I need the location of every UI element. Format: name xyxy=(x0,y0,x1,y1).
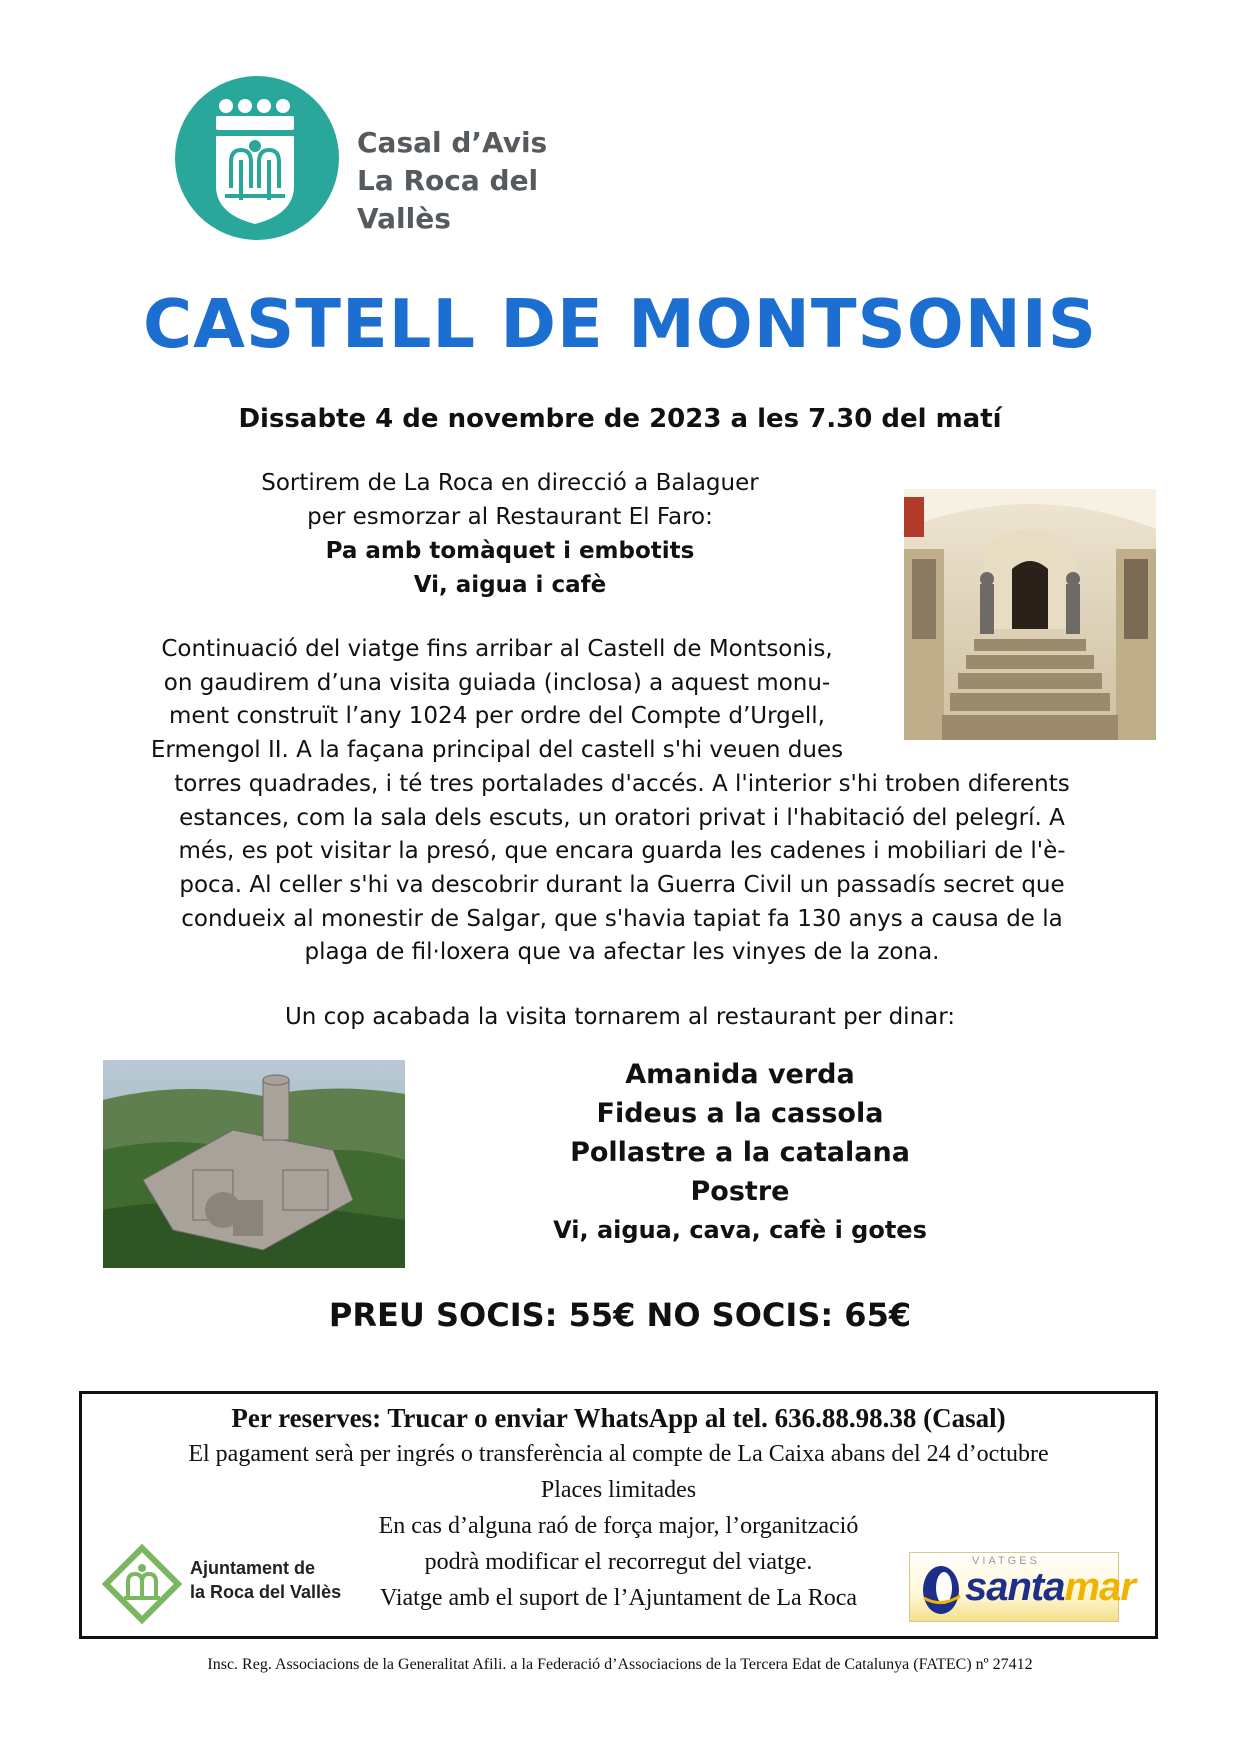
casal-emblem-icon xyxy=(175,76,339,240)
santamar-globe-icon xyxy=(916,1558,966,1618)
description-line: ment construït l’any 1024 per ordre del Compte d’Urgell, xyxy=(168,703,825,730)
notice-line-2: podrà modificar el recorregut del viatge. xyxy=(424,1549,813,1575)
santamar-brand xyxy=(965,1565,1135,1610)
santamar-brand-part-1: santa xyxy=(965,1565,1065,1609)
description-line: torres quadrades, i té tres portalades d'accés. A l'interior s'hi troben diferents xyxy=(174,770,1070,797)
footer-registration: Insc. Reg. Associacions de la Generalitat Afili. a la Federació d’Associacions de la Tercera Edat de Catalunya (FATEC) nº 27412 xyxy=(207,1656,1033,1673)
santamar-logo xyxy=(909,1552,1135,1622)
description-line: on gaudirem d’una visita guiada (inclosa) a aquest monu- xyxy=(163,669,831,696)
santamar-subtitle: VIATGES xyxy=(972,1555,1040,1567)
payment-info: El pagament serà per ingrés o transferència al compte de La Caixa abans del 24 d’octubre xyxy=(188,1441,1049,1467)
ajuntament-logo xyxy=(102,1544,362,1624)
casal-name xyxy=(357,124,635,238)
price-line: PREU SOCIS: 55€ NO SOCIS: 65€ xyxy=(328,1296,912,1334)
description-line: Ermengol II. A la façana principal del castell s'hi veuen dues xyxy=(150,737,844,764)
support-line: Viatge amb el suport de l’Ajuntament de La Roca xyxy=(379,1585,858,1611)
menu-item: Pollastre a la catalana xyxy=(570,1137,910,1168)
menu-item: Amanida verda xyxy=(625,1059,855,1090)
menu-item: Postre xyxy=(690,1176,790,1207)
intro-line-2: per esmorzar al Restaurant El Faro: xyxy=(307,504,713,530)
description-line: estances, com la sala dels escuts, un oratori privat i l'habitació del pelegrí. A xyxy=(179,804,1065,831)
casal-logo xyxy=(175,76,635,244)
breakfast-item-2: Vi, aigua i cafè xyxy=(413,572,607,598)
ajuntament-name-line2: la Roca del Vallès xyxy=(190,1582,342,1602)
breakfast-section xyxy=(190,466,830,602)
reservation-heading: Per reserves: Trucar o enviar WhatsApp al tel. 636.88.98.38 (Casal) xyxy=(231,1403,1006,1433)
places-info: Places limitades xyxy=(540,1477,697,1503)
castle-description xyxy=(126,633,1118,970)
event-date: Dissabte 4 de novembre de 2023 a les 7.30 del matí xyxy=(238,404,1002,434)
lunch-menu xyxy=(520,1055,960,1250)
breakfast-item-1: Pa amb tomàquet i embotits xyxy=(325,538,695,564)
description-line: més, es pot visitar la presó, que encara guarda les cadenes i mobiliari de l'è- xyxy=(178,838,1066,865)
page-title: CASTELL DE MONTSONIS xyxy=(142,285,1098,363)
intro-line-1: Sortirem de La Roca en direcció a Balaguer xyxy=(261,470,759,496)
casal-name-line1: Casal d’Avis xyxy=(357,126,548,159)
castle-aerial-photo xyxy=(103,1060,405,1268)
ajuntament-emblem-icon xyxy=(102,1544,182,1624)
description-line: plaga de fil·loxera que va afectar les vinyes de la zona. xyxy=(304,939,940,966)
notice-line-1: En cas d’alguna raó de força major, l’organització xyxy=(378,1513,859,1539)
santamar-brand-part-2: mar xyxy=(1064,1565,1135,1609)
menu-item: Fideus a la cassola xyxy=(596,1098,884,1129)
menu-drinks: Vi, aigua, cava, cafè i gotes xyxy=(553,1216,927,1244)
ajuntament-name-line1: Ajuntament de xyxy=(190,1558,316,1578)
lunch-intro: Un cop acabada la visita tornarem al restaurant per dinar: xyxy=(284,1004,956,1030)
reservation-box xyxy=(79,1391,1158,1639)
ajuntament-name xyxy=(190,1556,341,1604)
description-line: poca. Al celler s'hi va descobrir durant la Guerra Civil un passadís secret que xyxy=(179,871,1065,898)
description-line: condueix al monestir de Salgar, que s'havia tapiat fa 130 anys a causa de la xyxy=(181,905,1063,932)
casal-name-line2: La Roca del Vallès xyxy=(357,164,539,235)
description-line: Continuació del viatge fins arribar al Castell de Montsonis, xyxy=(161,636,833,662)
